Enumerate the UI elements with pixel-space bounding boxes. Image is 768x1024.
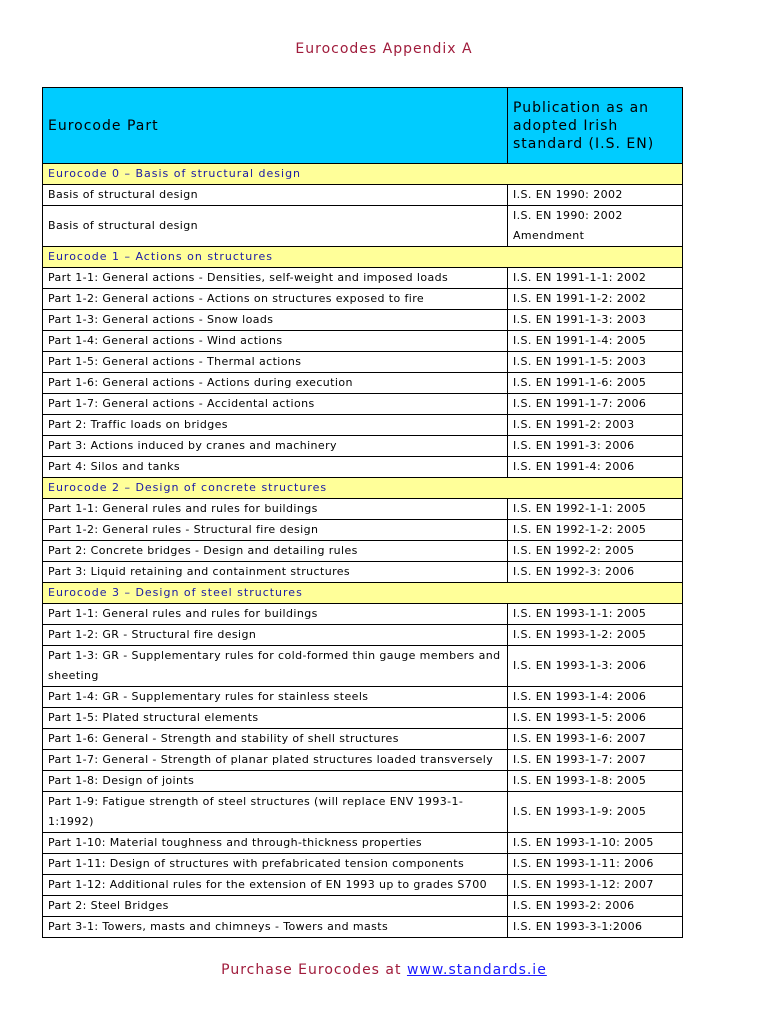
part-cell: Part 1-4: GR - Supplementary rules for stainless steels	[43, 687, 508, 708]
standard-cell: I.S. EN 1991-1-2: 2002	[508, 289, 683, 310]
standard-cell: I.S. EN 1993-1-4: 2006	[508, 687, 683, 708]
table-row	[43, 289, 683, 310]
part-cell: Part 4: Silos and tanks	[43, 457, 508, 478]
table-row	[43, 687, 683, 708]
part-cell: Part 3: Liquid retaining and containment structures	[43, 562, 508, 583]
section-row	[43, 247, 683, 268]
table-row	[43, 331, 683, 352]
table-row	[43, 394, 683, 415]
part-cell: Part 2: Traffic loads on bridges	[43, 415, 508, 436]
standard-cell: I.S. EN 1990: 2002 Amendment	[508, 206, 683, 247]
table-row	[43, 854, 683, 875]
standard-cell: I.S. EN 1991-1-5: 2003	[508, 352, 683, 373]
header-publication: Publication as an adopted Irish standard (I.S. EN)	[508, 88, 683, 164]
table-row	[43, 875, 683, 896]
header-eurocode-part: Eurocode Part	[43, 88, 508, 164]
part-cell: Part 1-9: Fatigue strength of steel structures (will replace ENV 1993-1-1:1992)	[43, 792, 508, 833]
standard-cell: I.S. EN 1993-1-5: 2006	[508, 708, 683, 729]
table-row	[43, 268, 683, 289]
section-title: Eurocode 0 – Basis of structural design	[43, 164, 683, 185]
part-cell: Part 1-2: General actions - Actions on structures exposed to fire	[43, 289, 508, 310]
part-cell: Part 1-12: Additional rules for the extension of EN 1993 up to grades S700	[43, 875, 508, 896]
table-row	[43, 729, 683, 750]
table-row	[43, 562, 683, 583]
part-cell: Part 1-6: General - Strength and stability of shell structures	[43, 729, 508, 750]
table-row	[43, 436, 683, 457]
table-row	[43, 708, 683, 729]
standard-cell: I.S. EN 1992-3: 2006	[508, 562, 683, 583]
standard-cell: I.S. EN 1992-1-2: 2005	[508, 520, 683, 541]
part-cell: Part 1-8: Design of joints	[43, 771, 508, 792]
table-row	[43, 917, 683, 938]
part-cell: Part 1-1: General rules and rules for buildings	[43, 499, 508, 520]
standards-link[interactable]: www.standards.ie	[406, 962, 547, 978]
part-cell: Part 1-6: General actions - Actions during execution	[43, 373, 508, 394]
standard-cell: I.S. EN 1993-1-12: 2007	[508, 875, 683, 896]
standard-cell: I.S. EN 1993-2: 2006	[508, 896, 683, 917]
part-cell: Part 1-10: Material toughness and through-thickness properties	[43, 833, 508, 854]
part-cell: Part 1-7: General actions - Accidental actions	[43, 394, 508, 415]
part-cell: Part 1-1: General rules and rules for buildings	[43, 604, 508, 625]
table-row	[43, 373, 683, 394]
part-cell: Part 1-5: Plated structural elements	[43, 708, 508, 729]
section-title: Eurocode 1 – Actions on structures	[43, 247, 683, 268]
part-cell: Part 3-1: Towers, masts and chimneys - Towers and masts	[43, 917, 508, 938]
table-row	[43, 833, 683, 854]
eurocode-table	[42, 87, 683, 938]
section-row	[43, 583, 683, 604]
part-cell: Part 1-1: General actions - Densities, self-weight and imposed loads	[43, 268, 508, 289]
page-title: Eurocodes Appendix A	[295, 41, 473, 57]
part-cell: Part 1-5: General actions - Thermal actions	[43, 352, 508, 373]
table-row	[43, 750, 683, 771]
section-title: Eurocode 2 – Design of concrete structures	[43, 478, 683, 499]
part-cell: Basis of structural design	[43, 206, 508, 247]
standard-cell: I.S. EN 1992-1-1: 2005	[508, 499, 683, 520]
standard-cell: I.S. EN 1990: 2002	[508, 185, 683, 206]
part-cell: Part 1-2: GR - Structural fire design	[43, 625, 508, 646]
footer-text: Purchase Eurocodes at	[221, 962, 407, 978]
table-row	[43, 415, 683, 436]
footer	[0, 962, 768, 978]
table-row	[43, 646, 683, 687]
table-row	[43, 499, 683, 520]
part-cell: Part 1-4: General actions - Wind actions	[43, 331, 508, 352]
standard-cell: I.S. EN 1991-2: 2003	[508, 415, 683, 436]
table-row	[43, 771, 683, 792]
standard-cell: I.S. EN 1991-1-1: 2002	[508, 268, 683, 289]
part-cell: Part 1-11: Design of structures with prefabricated tension components	[43, 854, 508, 875]
table-row	[43, 457, 683, 478]
table-header-row	[43, 88, 683, 164]
standard-cell: I.S. EN 1993-1-10: 2005	[508, 833, 683, 854]
standard-cell: I.S. EN 1993-3-1:2006	[508, 917, 683, 938]
section-row	[43, 478, 683, 499]
standard-cell: I.S. EN 1993-1-2: 2005	[508, 625, 683, 646]
part-cell: Basis of structural design	[43, 185, 508, 206]
standard-cell: I.S. EN 1993-1-11: 2006	[508, 854, 683, 875]
part-cell: Part 1-3: GR - Supplementary rules for cold-formed thin gauge members and sheeting	[43, 646, 508, 687]
table-row	[43, 185, 683, 206]
table-row	[43, 206, 683, 247]
standard-cell: I.S. EN 1992-2: 2005	[508, 541, 683, 562]
standard-cell: I.S. EN 1993-1-9: 2005	[508, 792, 683, 833]
table-row	[43, 352, 683, 373]
part-cell: Part 1-3: General actions - Snow loads	[43, 310, 508, 331]
standard-cell: I.S. EN 1991-3: 2006	[508, 436, 683, 457]
section-row	[43, 164, 683, 185]
part-cell: Part 3: Actions induced by cranes and machinery	[43, 436, 508, 457]
standard-cell: I.S. EN 1991-1-3: 2003	[508, 310, 683, 331]
standard-cell: I.S. EN 1991-1-7: 2006	[508, 394, 683, 415]
part-cell: Part 1-2: General rules - Structural fire design	[43, 520, 508, 541]
table-row	[43, 625, 683, 646]
table-row	[43, 310, 683, 331]
standard-cell: I.S. EN 1993-1-3: 2006	[508, 646, 683, 687]
standard-cell: I.S. EN 1991-1-4: 2005	[508, 331, 683, 352]
part-cell: Part 2: Concrete bridges - Design and detailing rules	[43, 541, 508, 562]
standard-cell: I.S. EN 1993-1-7: 2007	[508, 750, 683, 771]
table-row	[43, 520, 683, 541]
standard-cell: I.S. EN 1991-1-6: 2005	[508, 373, 683, 394]
standard-cell: I.S. EN 1991-4: 2006	[508, 457, 683, 478]
table-row	[43, 896, 683, 917]
table-row	[43, 541, 683, 562]
part-cell: Part 2: Steel Bridges	[43, 896, 508, 917]
standard-cell: I.S. EN 1993-1-8: 2005	[508, 771, 683, 792]
table-row	[43, 604, 683, 625]
standard-cell: I.S. EN 1993-1-6: 2007	[508, 729, 683, 750]
standard-cell: I.S. EN 1993-1-1: 2005	[508, 604, 683, 625]
section-title: Eurocode 3 – Design of steel structures	[43, 583, 683, 604]
table-row	[43, 792, 683, 833]
part-cell: Part 1-7: General - Strength of planar plated structures loaded transversely	[43, 750, 508, 771]
